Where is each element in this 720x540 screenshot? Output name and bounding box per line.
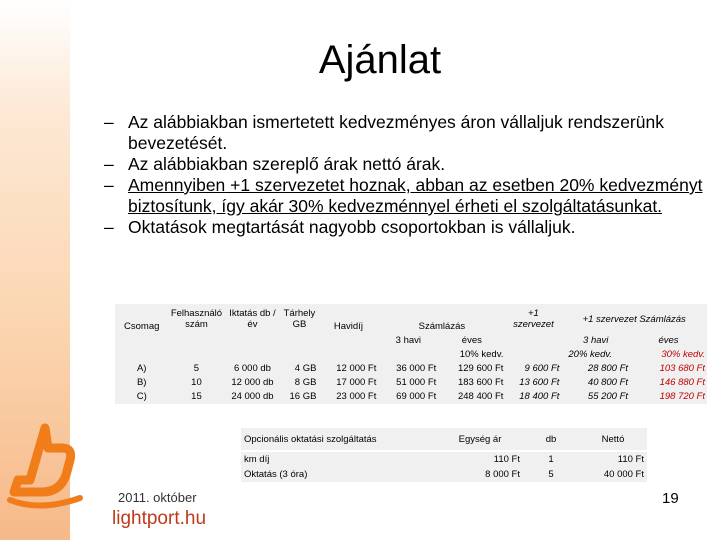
empty-cell: [115, 334, 168, 348]
cell-havidij: 17 000 Ft: [336, 377, 377, 388]
cell-plus1-eves: 146 880 Ft: [659, 377, 705, 388]
discount-30: 30% kedv.: [661, 349, 705, 360]
empty-cell: [224, 348, 280, 362]
cell-csomag: A): [136, 363, 147, 374]
bullet-text: Az alábbiakban szereplő árak nettó árak.: [128, 154, 446, 174]
cell-netto: 110 Ft: [617, 454, 644, 465]
training-header-row: [241, 428, 647, 451]
header-szamlazas: Számlázás: [418, 321, 466, 332]
cell-eves: 183 600 Ft: [457, 377, 504, 388]
empty-cell: [378, 348, 438, 362]
page-number: 19: [662, 490, 679, 507]
bullet-item: [104, 112, 704, 154]
cell-iktatas: 24 000 db: [231, 391, 274, 402]
header-training-name: Opcionális oktatási szolgáltatás: [241, 428, 437, 451]
discount-10: 10% kedv.: [459, 349, 504, 360]
cell-3havi: 36 000 Ft: [396, 363, 437, 374]
cell-3havi: 69 000 Ft: [396, 391, 437, 402]
empty-cell: [318, 334, 378, 348]
empty-cell: [280, 348, 318, 362]
footer-brand: lightport.hu: [112, 508, 207, 529]
cell-havidij: 23 000 Ft: [336, 391, 377, 402]
cell-felhasznalo: 5: [193, 363, 200, 374]
cell-unit-price: 8 000 Ft: [485, 469, 520, 480]
header-felhasznalo: Felhasználó szám: [170, 308, 223, 330]
bullet-text: Az alábbiakban ismertetett kedvezményes áron vállaljuk rendszerünk bevezetését.: [128, 112, 664, 153]
cell-tarhely: 16 GB: [289, 391, 317, 402]
cell-db: 5: [548, 469, 554, 480]
empty-cell: [115, 348, 168, 362]
header-netto: Nettó: [579, 428, 647, 451]
cell-tarhely: 4 GB: [294, 363, 317, 374]
pricing-subheader-row: [115, 334, 707, 348]
header-tarhely: Tárhely GB: [283, 308, 316, 330]
bullet-item: [104, 217, 704, 238]
cell-felhasznalo: 10: [191, 377, 202, 388]
sub-eves: éves: [461, 335, 482, 346]
cell-training-name: Oktatás (3 óra): [244, 469, 308, 480]
cell-netto: 40 000 Ft: [603, 469, 644, 480]
discount-20: 20% kedv.: [568, 349, 613, 360]
bullet-dash: –: [104, 112, 114, 132]
cell-plus1: 9 600 Ft: [524, 363, 560, 374]
cell-iktatas: 12 000 db: [231, 377, 274, 388]
cell-plus1: 13 600 Ft: [519, 377, 560, 388]
bullet-text: Oktatások megtartását nagyobb csoportokban is vállaljuk.: [128, 217, 576, 237]
cell-csomag: C): [136, 391, 147, 402]
bullet-dash: –: [104, 154, 114, 174]
bullet-item: [104, 154, 704, 175]
cell-eves: 248 400 Ft: [457, 391, 504, 402]
cell-eves: 129 600 Ft: [457, 363, 504, 374]
bullet-dash: –: [104, 217, 114, 237]
header-havidij: Havidíj: [333, 321, 363, 332]
cell-unit-price: 110 Ft: [493, 454, 520, 465]
cell-training-name: km díj: [244, 454, 270, 465]
sub-3havi: 3 havi: [395, 335, 422, 346]
table-row: [241, 467, 647, 482]
bullet-list: [104, 112, 704, 238]
bullet-dash: –: [104, 175, 114, 195]
cell-plus1: 18 400 Ft: [519, 391, 560, 402]
empty-cell: [280, 334, 318, 348]
cell-iktatas: 6 000 db: [233, 363, 271, 374]
table-row: [115, 390, 707, 404]
footer-date: 2011. október: [118, 490, 197, 505]
cell-tarhely: 8 GB: [294, 377, 317, 388]
cell-plus1-3havi: 40 800 Ft: [587, 377, 629, 388]
cell-plus1-eves: 103 680 Ft: [659, 363, 705, 374]
header-unit-price: Egység ár: [437, 428, 523, 451]
cell-plus1-3havi: 55 200 Ft: [587, 391, 629, 402]
sub-3havi-plus1: 3 havi: [583, 335, 609, 346]
cell-plus1-eves: 198 720 Ft: [659, 391, 705, 402]
empty-cell: [168, 334, 224, 348]
table-row: [241, 451, 647, 467]
cell-havidij: 12 000 Ft: [336, 363, 377, 374]
header-db: db: [523, 428, 579, 451]
cell-plus1-3havi: 28 800 Ft: [587, 363, 629, 374]
table-row: [115, 362, 707, 376]
bullet-text: Amennyiben +1 szervezetet hoznak, abban az esetben 20% kedvezményt biztosítunk, így akár 30% kedvezménnyel érheti el szolgáltatásunkat.: [128, 175, 703, 216]
cell-3havi: 51 000 Ft: [396, 377, 437, 388]
header-csomag: Csomag: [124, 321, 160, 332]
cell-felhasznalo: 15: [191, 391, 202, 402]
lightport-logo-icon: [0, 420, 110, 515]
header-plus1-szamlazas: +1 szervezet Számlázás: [582, 313, 686, 325]
empty-cell: [224, 334, 280, 348]
pricing-discount-row: [115, 348, 707, 362]
empty-cell: [318, 348, 378, 362]
header-plus1: +1 szervezet: [513, 308, 554, 330]
empty-cell: [168, 348, 224, 362]
pricing-header-row: [115, 304, 707, 334]
cell-csomag: B): [136, 377, 147, 388]
table-row: [115, 376, 707, 390]
empty-cell: [505, 334, 561, 348]
sub-eves-plus1: éves: [658, 335, 679, 346]
training-table: [241, 428, 647, 482]
cell-db: 1: [548, 454, 554, 465]
slide-title: Ajánlat: [318, 38, 442, 82]
pricing-table: [115, 304, 707, 404]
bullet-item: [104, 175, 704, 217]
header-iktatas: Iktatás db / év: [229, 308, 276, 330]
